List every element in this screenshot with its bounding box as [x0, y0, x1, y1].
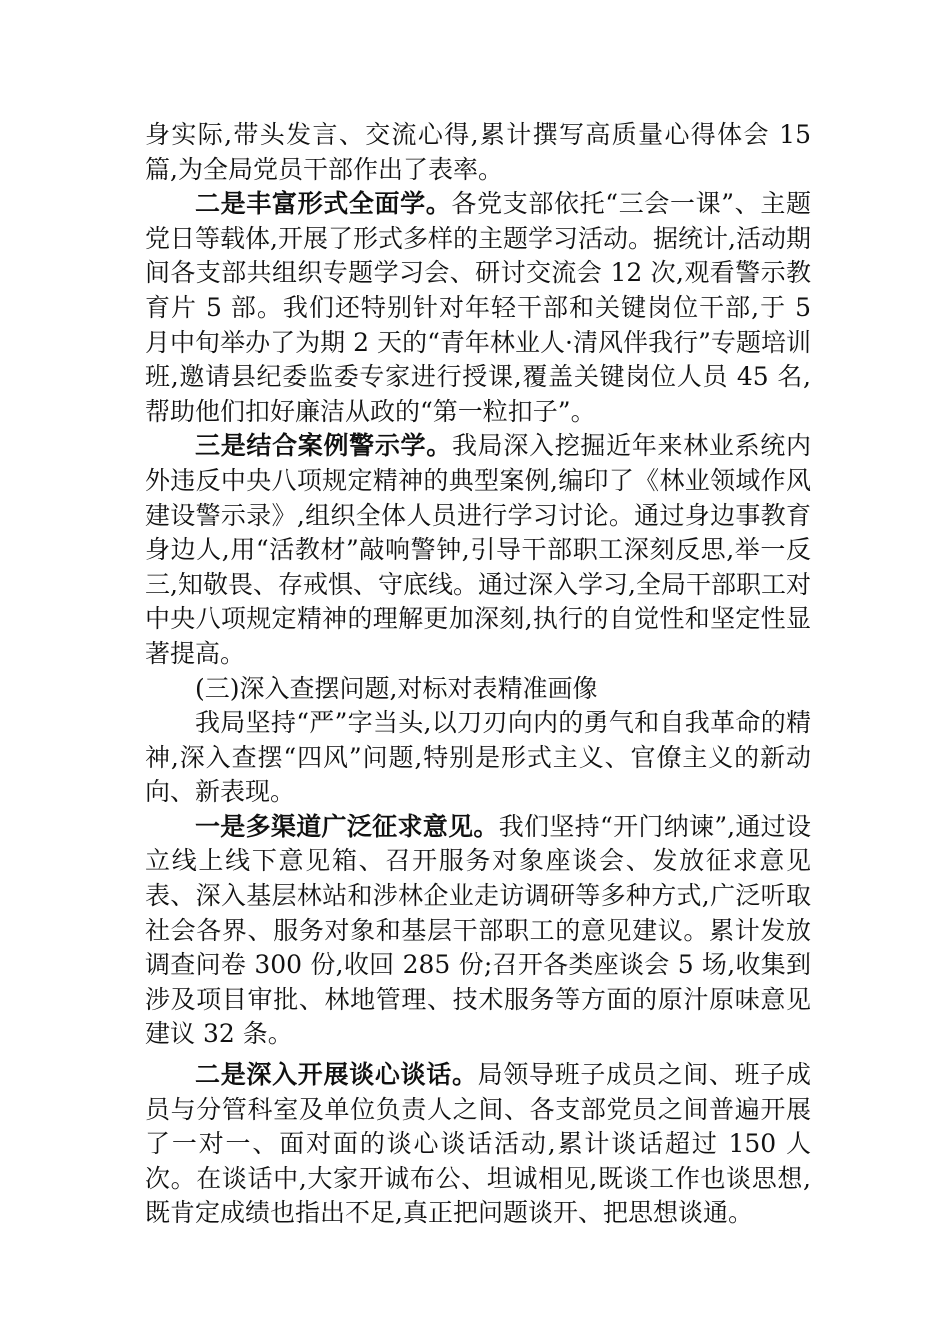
document-body [145, 118, 811, 1231]
paragraph-text: 我们坚持“开门纳谏”,通过设立线上线下意见箱、召开服务对象座谈会、发放征求意见表、深入基层林站和涉林企业走访调研等多种方式,广泛听取社会各界、服务对象和基层干部职工的意见建议。累计发放调查问卷 300 份,收回 285 份;召开各类座谈会 5 场,收集到涉及项目审批、林地管理、技术服务等方面的原汁原味意见建议 32 条。 [145, 811, 811, 1049]
paragraph-section-intro [145, 706, 811, 810]
paragraph-text: 局领导班子成员之间、班子成员与分管科室及单位负责人之间、各支部党员之间普遍开展了一对一、面对面的谈心谈话活动,累计谈话超过 150 人次。在谈话中,大家开诚布公、坦诚相见,既谈工作也谈思想,既肯定成绩也指出不足,真正把问题谈开、把思想谈通。 [145, 1060, 811, 1228]
paragraph-continuation [145, 118, 811, 187]
paragraph-rich-forms-study [145, 187, 811, 429]
paragraph-text: 各党支部依托“三会一课”、主题党日等载体,开展了形式多样的主题学习活动。据统计,活动期间各支部共组织专题学习会、研讨交流会 12 次,观看警示教育片 5 部。我们还特别针对年轻干部和关键岗位干部,于 5 月中旬举办了为期 2 天的“青年林业人·清风伴我行”专题培训班,邀请县纪委监委专家进行授课,覆盖关键岗位人员 45 名,帮助他们扣好廉洁从政的“第一粒扣子”。 [145, 189, 811, 426]
paragraph-lead-heading: 二是深入开展谈心谈话。 [195, 1060, 478, 1090]
paragraph-lead-heading: 三是结合案例警示学。 [195, 431, 452, 461]
paragraph-case-warning-study [145, 429, 811, 671]
section-heading [145, 672, 811, 707]
paragraph-text: 我局深入挖掘近年来林业系统内外违反中央八项规定精神的典型案例,编印了《林业领域作风建设警示录》,组织全体人员进行学习讨论。通过身边事教育身边人,用“活教材”敲响警钟,引导干部职工深刻反思,举一反三,知敬畏、存戒惧、守底线。通过深入学习,全局干部职工对中央八项规定精神的理解更加深刻,执行的自觉性和坚定性显著提高。 [145, 431, 811, 668]
paragraph-solicit-opinions [145, 810, 811, 1052]
paragraph-text: 我局坚持“严”字当头,以刀刃向内的勇气和自我革命的精神,深入查摆“四风”问题,特别是形式主义、官僚主义的新动向、新表现。 [145, 708, 811, 807]
paragraph-lead-heading: 一是多渠道广泛征求意见。 [195, 811, 499, 841]
paragraph-heart-to-heart-talks [145, 1058, 811, 1231]
paragraph-lead-heading: 二是丰富形式全面学。 [195, 189, 452, 219]
paragraph-text: 身实际,带头发言、交流心得,累计撰写高质量心得体会 15 篇,为全局党员干部作出了表率。 [145, 120, 811, 184]
section-heading-text: (三)深入查摆问题,对标对表精准画像 [195, 673, 598, 703]
